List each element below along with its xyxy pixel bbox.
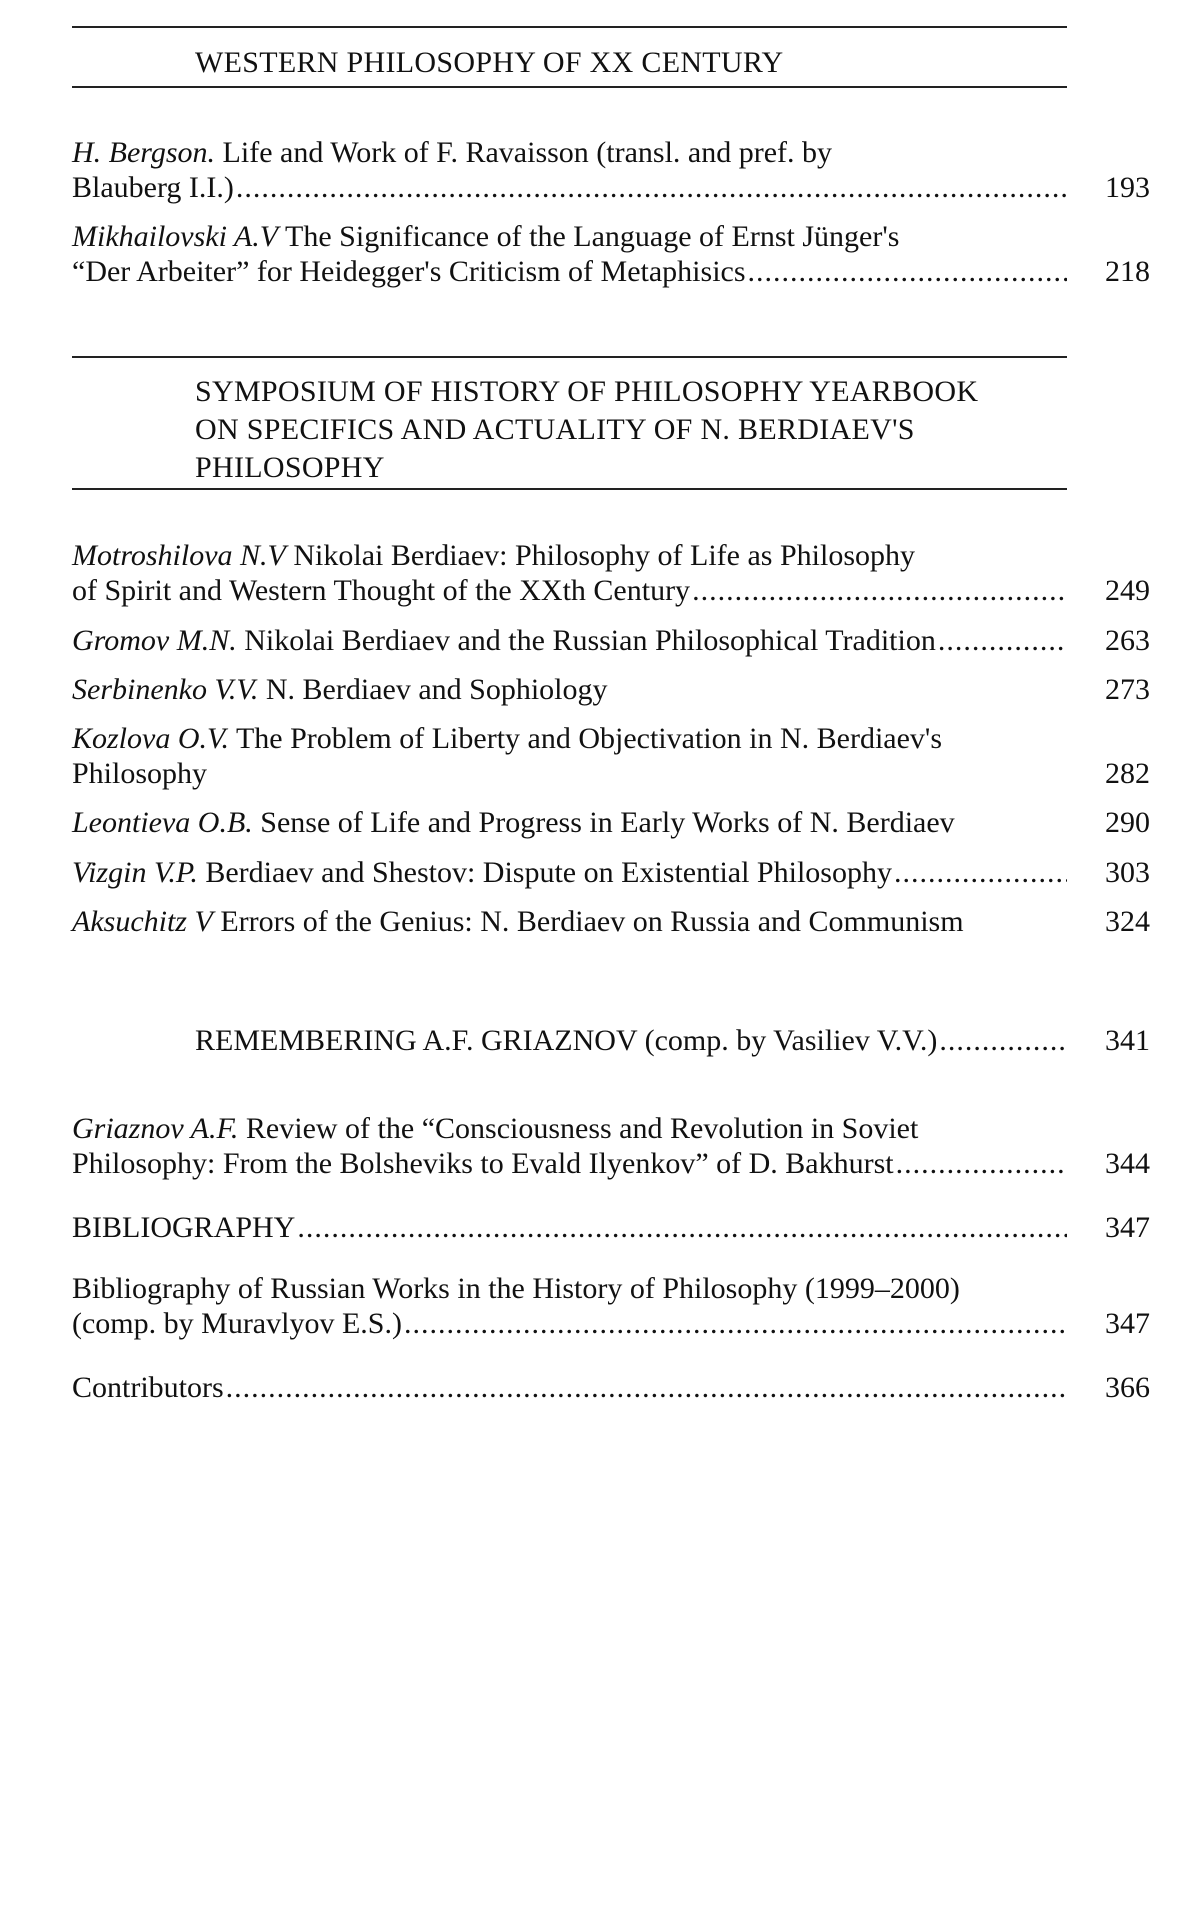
entry-author: Leontieva O.B. [72, 806, 253, 839]
entry-page-number: 249 [1105, 574, 1150, 607]
leader-dots [894, 855, 1067, 890]
entry-author: Kozlova O.V. [72, 722, 229, 755]
toc-entry[interactable] [72, 672, 1150, 707]
section-title-line3: PHILOSOPHY [195, 451, 385, 484]
leader-dots [939, 1023, 1067, 1058]
entry-title-line2: (comp. by Muravlyov E.S.) [72, 1307, 402, 1340]
leader-dots [938, 623, 1067, 658]
entry-page-number: 273 [1105, 673, 1150, 706]
entry-page-number: 218 [1105, 255, 1150, 288]
entry-title-line1: Review of the “Consciousness and Revolution in Soviet [245, 1112, 919, 1145]
entry-page-number: 324 [1105, 905, 1150, 938]
entry-title-line1: Nikolai Berdiaev: Philosophy of Life as Philosophy [293, 539, 915, 572]
entry-title-line1: The Problem of Liberty and Objectivation in N. Berdiaev's [235, 722, 942, 755]
entry-page-number: 263 [1105, 624, 1150, 657]
entry-page-number: 344 [1105, 1147, 1150, 1180]
toc-entry[interactable] [72, 721, 1150, 791]
toc-entry[interactable] [72, 855, 1150, 890]
entry-title-line2: Nikolai Berdiaev and the Russian Philosophical Tradition [244, 624, 936, 657]
section-rule-top [72, 26, 1067, 28]
section-heading-remembering[interactable] [195, 1023, 1150, 1058]
entry-author: Mikhailovski A.V [72, 220, 279, 253]
section-title-line1: SYMPOSIUM OF HISTORY OF PHILOSOPHY YEARBOOK [195, 375, 979, 408]
entry-page-number: 193 [1105, 171, 1150, 204]
section-rule-bottom [72, 488, 1067, 490]
leader-dots [236, 170, 1067, 205]
entry-author: Serbinenko V.V. [72, 673, 259, 706]
entry-author: Aksuchitz V [72, 905, 213, 938]
entry-title-line1: The Significance of the Language of Ernst Jünger's [285, 220, 900, 253]
toc-entry[interactable] [72, 623, 1150, 658]
entry-title-line2: Sense of Life and Progress in Early Works of N. Berdiaev [260, 806, 955, 839]
entry-title-line2: Philosophy [72, 757, 208, 790]
entry-title-line2: Blauberg I.I.) [72, 171, 234, 204]
leader-dots [404, 1306, 1067, 1341]
entry-title-line2: “Der Arbeiter” for Heidegger's Criticism of Metaphisics [72, 255, 746, 288]
toc-entry[interactable] [72, 219, 1150, 289]
entry-title-line2: N. Berdiaev and Sophiology [265, 673, 608, 706]
toc-entry[interactable] [72, 904, 1150, 939]
leader-dots [692, 573, 1067, 608]
section-title: REMEMBERING A.F. GRIAZNOV (comp. by Vasiliev V.V.) [195, 1024, 938, 1057]
section-heading-western [195, 44, 1075, 82]
section-title: WESTERN PHILOSOPHY OF XX CENTURY [195, 46, 784, 79]
section-heading-symposium [195, 373, 1075, 487]
entry-page-number: 347 [1105, 1211, 1150, 1244]
entry-title-line1: Life and Work of F. Ravaisson (transl. and pref. by [222, 136, 833, 169]
entry-title-line2: Errors of the Genius: N. Berdiaev on Russia and Communism [220, 905, 964, 938]
entry-author: Motroshilova N.V [72, 539, 286, 572]
entry-title-line2: BIBLIOGRAPHY [72, 1211, 296, 1244]
entry-author: H. Bergson. [72, 136, 216, 169]
toc-entry[interactable] [72, 805, 1150, 840]
toc-entry[interactable] [72, 1370, 1150, 1405]
entry-page-number: 366 [1105, 1371, 1150, 1404]
toc-entry[interactable] [72, 135, 1150, 205]
leader-dots [226, 1370, 1067, 1405]
section-rule-top [72, 356, 1067, 358]
entry-page-number: 290 [1105, 806, 1150, 839]
leader-dots [297, 1210, 1067, 1245]
entry-title-line1: Bibliography of Russian Works in the History of Philosophy (1999–2000) [72, 1272, 960, 1305]
section-page-number: 341 [1105, 1024, 1150, 1057]
entry-author: Griaznov A.F. [72, 1112, 239, 1145]
entry-title-line2: of Spirit and Western Thought of the XXth Century [72, 574, 691, 607]
entry-page-number: 347 [1105, 1307, 1150, 1340]
entry-title-line2: Contributors [72, 1371, 224, 1404]
entry-author: Gromov M.N. [72, 624, 237, 657]
entry-author: Vizgin V.P. [72, 856, 198, 889]
toc-entry[interactable] [72, 1271, 1150, 1341]
entry-title-line2: Berdiaev and Shestov: Dispute on Existential Philosophy [205, 856, 892, 889]
leader-dots [748, 254, 1067, 289]
entry-title-line2: Philosophy: From the Bolsheviks to Evald Ilyenkov” of D. Bakhurst [72, 1147, 894, 1180]
section-rule-bottom [72, 86, 1067, 88]
entry-page-number: 303 [1105, 856, 1150, 889]
entry-page-number: 282 [1105, 757, 1150, 790]
toc-entry[interactable] [72, 538, 1150, 608]
leader-dots [896, 1146, 1067, 1181]
section-title-line2: ON SPECIFICS AND ACTUALITY OF N. BERDIAEV'S [195, 413, 915, 446]
toc-entry[interactable] [72, 1210, 1150, 1245]
toc-entry[interactable] [72, 1111, 1150, 1181]
